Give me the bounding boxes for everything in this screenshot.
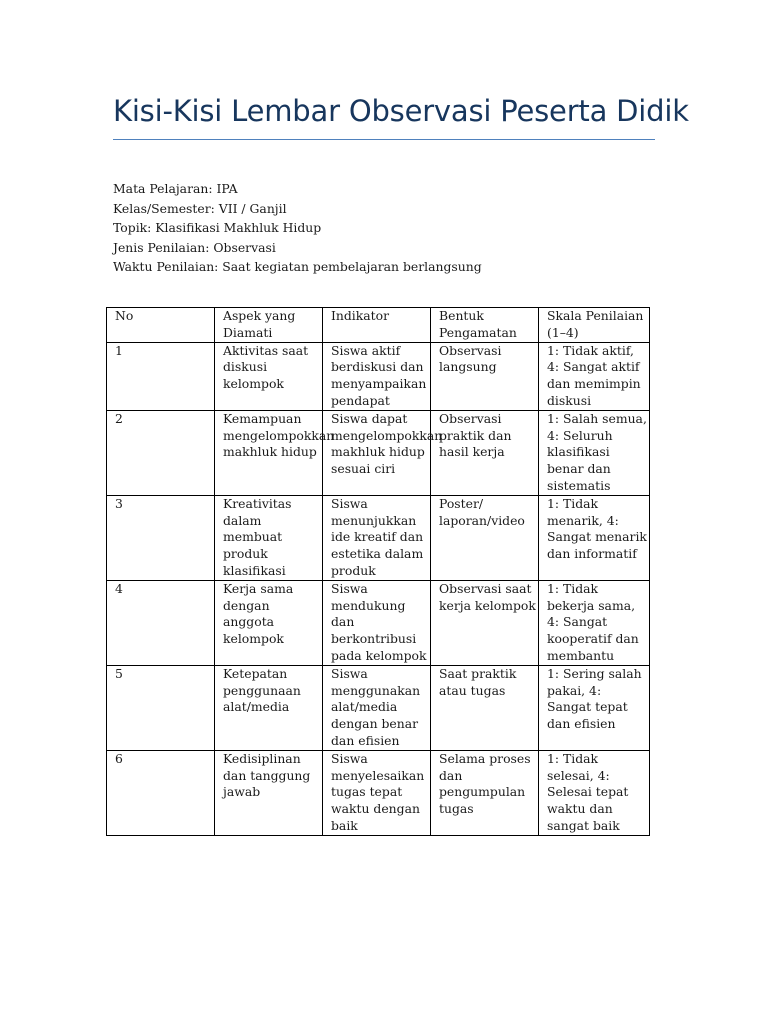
cell-observation-form: Observasi praktik dan hasil kerja — [431, 410, 539, 495]
info-subject: Mata Pelajaran: IPA — [113, 181, 238, 196]
cell-no: 3 — [107, 495, 215, 580]
document-title: Kisi-Kisi Lembar Observasi Peserta Didik — [113, 94, 689, 128]
header-rating-scale: Skala Penilaian (1–4) — [539, 308, 650, 343]
cell-aspect: Aktivitas saat diskusi kelompok — [215, 342, 323, 410]
info-assessment-time: Waktu Penilaian: Saat kegiatan pembelajaran berlangsung — [113, 259, 482, 274]
header-observation-form: Bentuk Pengamatan — [431, 308, 539, 343]
table-row — [107, 410, 650, 495]
cell-indicator: Siswa menyelesaikan tugas tepat waktu dengan baik — [323, 750, 431, 835]
observation-grid-table — [106, 307, 650, 836]
cell-no: 1 — [107, 342, 215, 410]
table-row — [107, 580, 650, 665]
cell-observation-form: Poster/ laporan/video — [431, 495, 539, 580]
cell-aspect: Kreativitas dalam membuat produk klasifikasi — [215, 495, 323, 580]
cell-rating-scale: 1: Salah semua, 4: Seluruh klasifikasi benar dan sistematis — [539, 410, 650, 495]
cell-aspect: Ketepatan penggunaan alat/media — [215, 665, 323, 750]
cell-observation-form: Observasi saat kerja kelompok — [431, 580, 539, 665]
cell-aspect: Kedisiplinan dan tanggung jawab — [215, 750, 323, 835]
cell-rating-scale: 1: Tidak aktif, 4: Sangat aktif dan memimpin diskusi — [539, 342, 650, 410]
cell-aspect: Kemampuan mengelompokkan makhluk hidup — [215, 410, 323, 495]
cell-rating-scale: 1: Tidak menarik, 4: Sangat menarik dan informatif — [539, 495, 650, 580]
info-topic: Topik: Klasifikasi Makhluk Hidup — [113, 220, 322, 235]
table-header-row — [107, 308, 650, 343]
cell-no: 5 — [107, 665, 215, 750]
cell-no: 2 — [107, 410, 215, 495]
cell-observation-form: Selama proses dan pengumpulan tugas — [431, 750, 539, 835]
table-row — [107, 665, 650, 750]
table-row — [107, 495, 650, 580]
cell-indicator: Siswa menunjukkan ide kreatif dan estetika dalam produk — [323, 495, 431, 580]
title-underline — [113, 139, 655, 140]
header-aspect: Aspek yang Diamati — [215, 308, 323, 343]
cell-no: 4 — [107, 580, 215, 665]
document-info — [113, 179, 482, 277]
table-row — [107, 750, 650, 835]
cell-aspect: Kerja sama dengan anggota kelompok — [215, 580, 323, 665]
header-no: No — [107, 308, 215, 343]
info-class-semester: Kelas/Semester: VII / Ganjil — [113, 200, 287, 216]
cell-observation-form: Observasi langsung — [431, 342, 539, 410]
cell-no: 6 — [107, 750, 215, 835]
cell-observation-form: Saat praktik atau tugas — [431, 665, 539, 750]
header-indicator: Indikator — [323, 308, 431, 343]
cell-indicator: Siswa mendukung dan berkontribusi pada kelompok — [323, 580, 431, 665]
cell-rating-scale: 1: Tidak bekerja sama, 4: Sangat kooperatif dan membantu — [539, 580, 650, 665]
cell-indicator: Siswa dapat mengelompokkan makhluk hidup sesuai ciri — [323, 410, 431, 495]
cell-rating-scale: 1: Sering salah pakai, 4: Sangat tepat dan efisien — [539, 665, 650, 750]
table-row — [107, 342, 650, 410]
cell-indicator: Siswa aktif berdiskusi dan menyampaikan pendapat — [323, 342, 431, 410]
info-assessment-type: Jenis Penilaian: Observasi — [113, 239, 276, 255]
cell-indicator: Siswa menggunakan alat/media dengan benar dan efisien — [323, 665, 431, 750]
cell-rating-scale: 1: Tidak selesai, 4: Selesai tepat waktu dan sangat baik — [539, 750, 650, 835]
